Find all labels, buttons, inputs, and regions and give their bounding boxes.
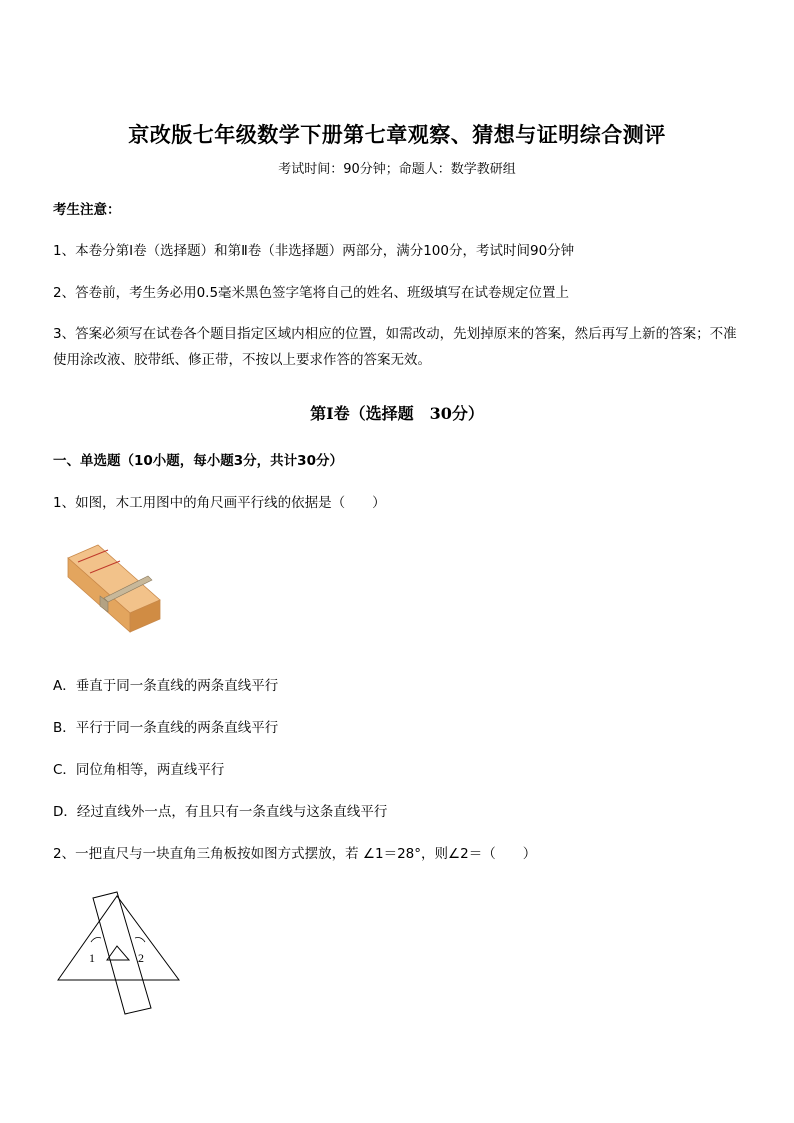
notice-item-1: 1、本卷分第Ⅰ卷（选择题）和第Ⅱ卷（非选择题）两部分，满分100分，考试时间90分钟 [53,243,575,259]
angle-2-label: 2 [138,951,144,965]
question-2-stem: 2、一把直尺与一块直角三角板按如图方式摆放，若 ∠1＝28°，则∠2＝（ ） [53,846,537,862]
triangle-inner-hole [107,946,129,960]
carpenter-square-figure [60,540,170,640]
part-heading: 一、单选题（10小题，每小题3分，共计30分） [53,453,343,469]
question-1-option-b: B．平行于同一条直线的两条直线平行 [53,720,279,736]
section-title: 第Ⅰ卷（选择题 30分） [310,404,484,423]
notice-item-3: 3、答案必须写在试卷各个题目指定区域内相应的位置，如需改动，先划掉原来的答案，然后再写上新的答案；不准使用涂改液、胶带纸、修正带，不按以上要求作答的答案无效。 [53,326,737,368]
question-1-option-a: A．垂直于同一条直线的两条直线平行 [53,678,279,694]
exam-info: 考试时间：90分钟；命题人：数学教研组 [278,162,516,177]
notice-heading: 考生注意： [53,202,121,218]
page-title: 京改版七年级数学下册第七章观察、猜想与证明综合测评 [128,122,666,147]
triangle-outline [58,896,179,980]
question-1-option-c: C．同位角相等，两直线平行 [53,762,225,778]
question-1-option-d: D．经过直线外一点，有且只有一条直线与这条直线平行 [53,804,388,820]
notice-item-2: 2、答卷前，考生务必用0.5毫米黑色签字笔将自己的姓名、班级填写在试卷规定位置上 [53,285,570,301]
question-1-stem: 1、如图，木工用图中的角尺画平行线的依据是（ ） [53,495,386,511]
ruler-triangle-figure [55,890,185,1020]
angle-1-label: 1 [89,951,95,965]
angle-1-arc [91,938,101,943]
angle-2-arc [135,938,145,943]
